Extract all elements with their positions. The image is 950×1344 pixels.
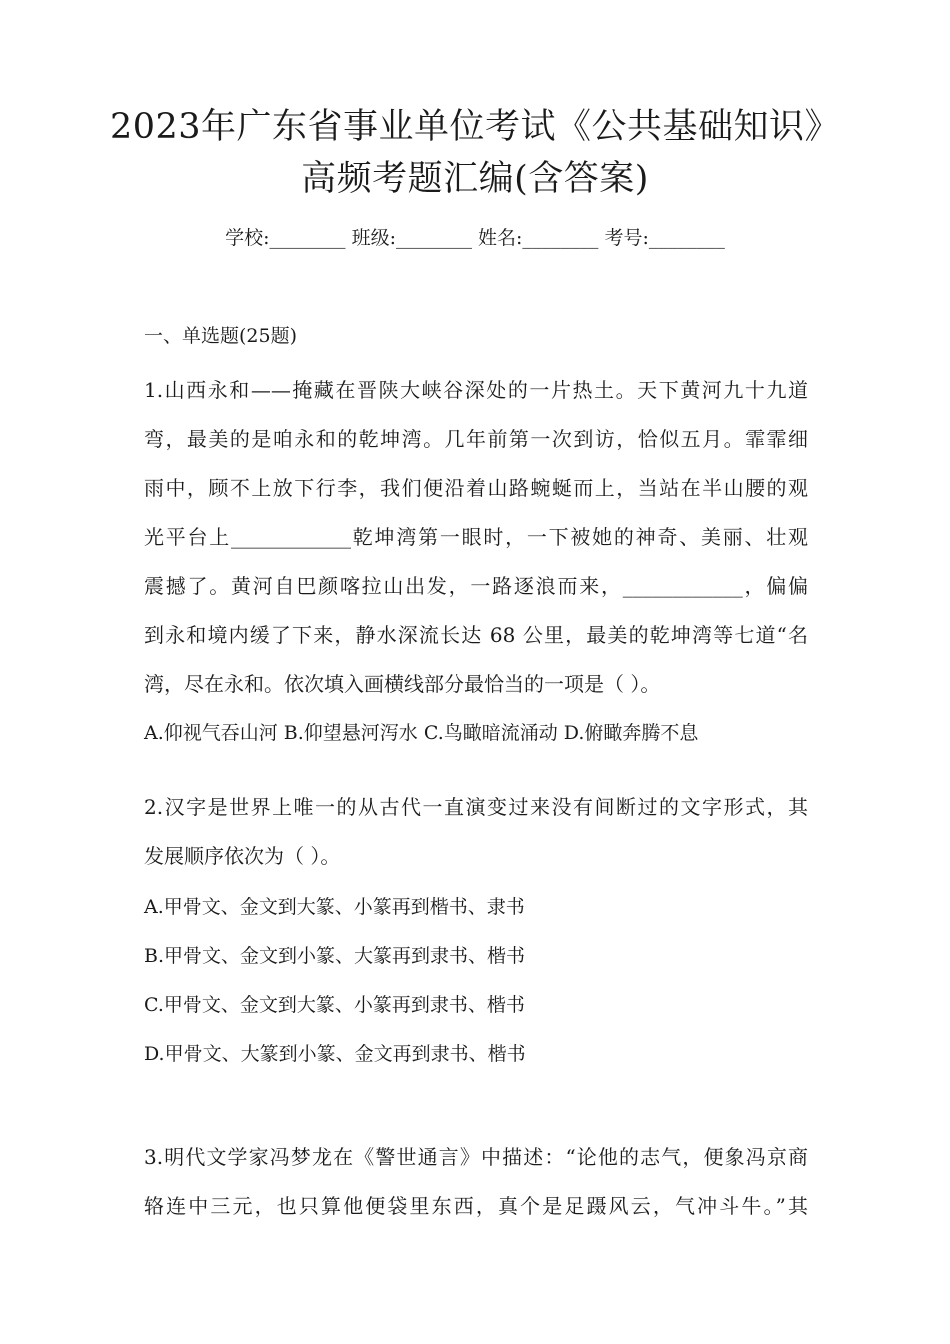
question-1-line: 弯，最美的是咱永和的乾坤湾。几年前第一次到访，恰似五月。霏霏细: [144, 427, 808, 451]
question-2-option-d: D.甲骨文、大篆到小篆、金文再到隶书、楷书: [144, 1043, 526, 1065]
question-1-line: 1.山西永和——掩藏在晋陕大峡谷深处的一片热土。天下黄河九十九道: [144, 378, 808, 402]
question-1-line: 震撼了。黄河自巴颜喀拉山出发，一路逐浪而来，____________，偏偏: [144, 574, 808, 598]
question-2-line: 2.汉字是世界上唯一的从古代一直演变过来没有间断过的文字形式，其: [144, 795, 808, 819]
question-3-line: 3.明代文学家冯梦龙在《警世通言》中描述：“论他的志气，便象冯京商: [144, 1145, 808, 1169]
question-3-line: 辂连中三元，也只算他便袋里东西，真个是足蹑风云，气冲斗牛。”其: [144, 1194, 808, 1218]
question-2-stem: [144, 783, 808, 881]
question-1-stem: [144, 366, 808, 709]
question-1-options: A.仰视气吞山河 B.仰望悬河泻水 C.鸟瞰暗流涌动 D.俯瞰奔腾不息: [144, 722, 699, 744]
question-1-line: 到永和境内缓了下来，静水深流长达 68 公里，最美的乾坤湾等七道“名: [144, 623, 808, 647]
question-3-stem: [144, 1133, 808, 1231]
question-1-line: 光平台上____________乾坤湾第一眼时，一下被她的神奇、美丽、壮观: [144, 525, 808, 549]
question-1-line: 湾，尽在永和。依次填入画横线部分最恰当的一项是（ ）。: [144, 672, 661, 696]
document-title-line-1: 2023年广东省事业单位考试《公共基础知识》: [109, 107, 841, 147]
question-2-option-c: C.甲骨文、金文到大篆、小篆再到隶书、楷书: [144, 994, 525, 1016]
question-2-option-b: B.甲骨文、金文到小篆、大篆再到隶书、楷书: [144, 945, 526, 967]
question-1-line: 雨中，顾不上放下行李，我们便沿着山路蜿蜒而上，当站在半山腰的观: [144, 476, 808, 500]
student-info-line: 学校:________ 班级:________ 姓名:________ 考号:________: [225, 227, 725, 249]
question-2-option-a: A.甲骨文、金文到大篆、小篆再到楷书、隶书: [144, 896, 525, 918]
question-2-line: 发展顺序依次为（ ）。: [144, 844, 341, 868]
section-title: 一、单选题(25题): [144, 325, 298, 347]
document-title-line-2: 高频考题汇编(含答案): [301, 159, 649, 199]
